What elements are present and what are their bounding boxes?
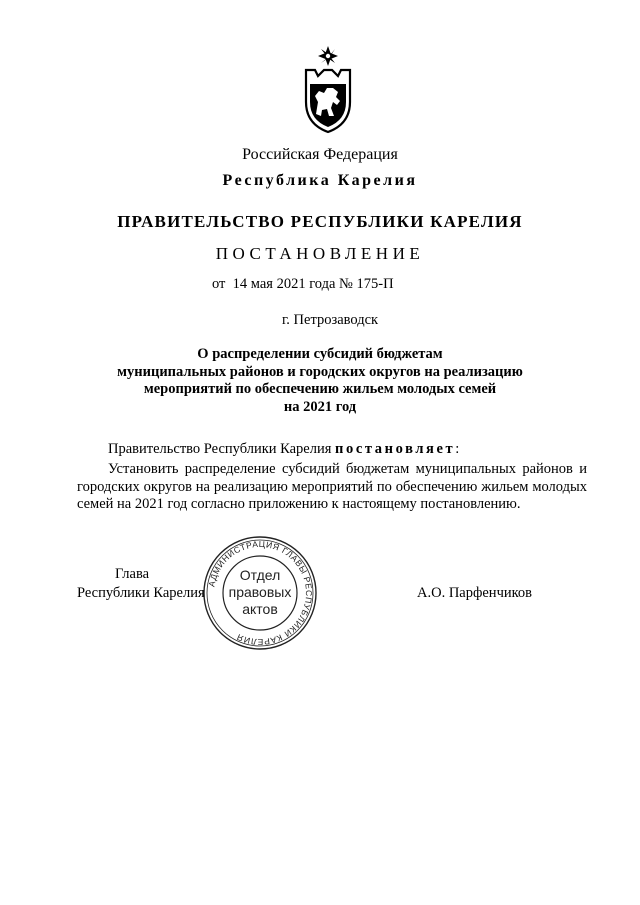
preamble [108,441,459,458]
signatory-title-line2: Республики Карелия [77,585,205,601]
preamble-suffix: : [455,441,460,457]
svg-text:актов: актов [242,601,278,617]
subject-line: О распределении субсидий бюджетам [197,346,443,362]
preamble-prefix: Правительство Республики Карелия [108,441,336,457]
svg-text:Отдел: Отдел [239,567,281,583]
subject-line: мероприятий по обеспечению жильем молодых семей [143,381,497,397]
signatory-name: А.О. Парфенчиков [417,585,533,601]
document-subject [0,346,640,416]
document-date-number: от 14 мая 2021 года № 175-П [212,276,394,292]
official-stamp [201,534,319,652]
resolution-paragraph: Установить распределение субсидий бюджетам муниципальных районов и городских округов на реализацию мероприятий по обеспечению жильем молодых семей на 2021 год согласно приложению к настоящему постановлению. [77,461,587,512]
svg-text:правовых: правовых [228,584,292,600]
signatory-title-line1: Глава [115,566,150,582]
federation-title: Российская Федерация [242,146,398,163]
svg-text:АДМИНИСТРАЦИЯ ГЛАВЫ РЕСПУБЛИКИ: АДМИНИСТРАЦИЯ ГЛАВЫ РЕСПУБЛИКИ КАРЕЛИЯ [206,538,315,648]
subject-line: на 2021 год [283,398,357,415]
republic-title: Республика Карелия [222,172,418,189]
preamble-verb: постановляет [335,441,456,457]
government-title: ПРАВИТЕЛЬСТВО РЕСПУБЛИКИ КАРЕЛИЯ [117,212,523,231]
karelia-coat-of-arms-icon [300,44,356,134]
document-type: ПОСТАНОВЛЕНИЕ [215,244,425,263]
subject-line: муниципальных районов и городских округов на реализацию [117,363,523,380]
city: г. Петрозаводск [282,312,379,328]
